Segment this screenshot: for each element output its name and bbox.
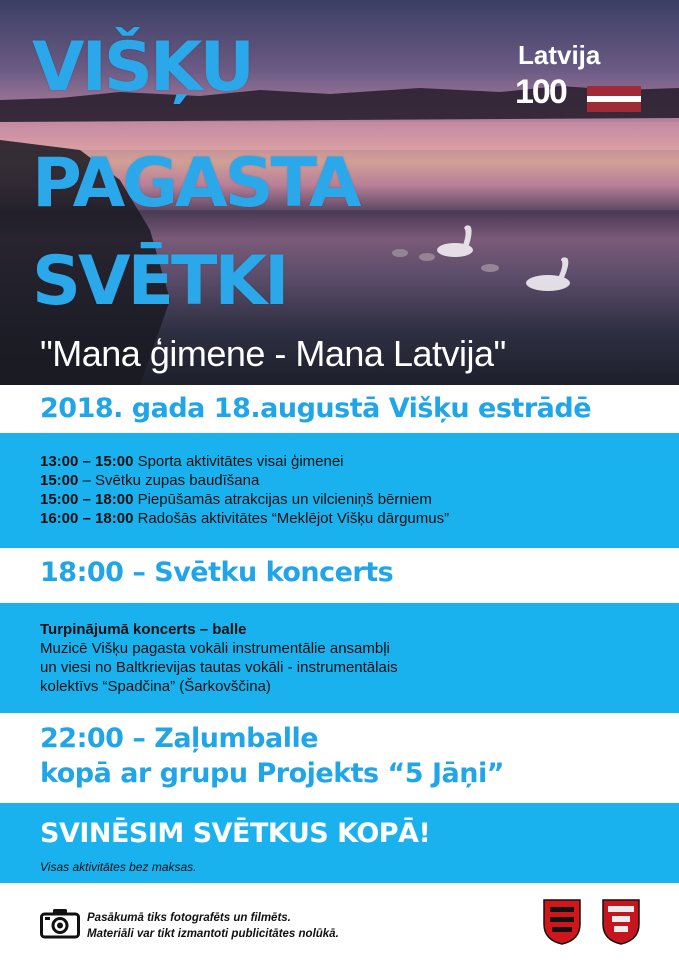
schedule-time: 13:00 – 15:00 xyxy=(40,453,134,470)
title-line-1: VIŠĶU xyxy=(32,28,252,107)
balle-section xyxy=(40,620,398,696)
schedule-item xyxy=(40,509,449,528)
schedule-time: 15:00 – 18:00 xyxy=(40,491,134,508)
schedule-item xyxy=(40,471,449,490)
schedule-time: 15:00 xyxy=(40,472,79,489)
balle-heading: Turpinājumā koncerts – balle xyxy=(40,621,247,638)
hero-photo xyxy=(0,0,679,385)
logo-word: Latvija xyxy=(518,40,601,70)
latvian-flag-icon xyxy=(587,86,641,112)
photo-notice-line: Pasākumā tiks fotografēts un filmēts. xyxy=(87,912,291,924)
schedule-activity: Radošās aktivitātes “Meklējot Višķu dārgumus” xyxy=(137,510,450,527)
zalumballe-band-name: kopā ar grupu Projekts “5 Jāņi” xyxy=(40,758,504,789)
event-date: 2018. gada 18.augustā Višķu estrādē xyxy=(40,393,592,424)
free-note: Visas aktivitātes bez maksas. xyxy=(40,860,197,874)
schedule-activity: Piepūšamās atrakcijas un vilcieniņš bērniem xyxy=(137,491,432,508)
schedule-activity: Sporta aktivitātes visai ģimenei xyxy=(137,453,344,470)
coat-of-arms-icon xyxy=(541,898,583,946)
zalumballe-heading: 22:00 – Zaļumballe xyxy=(40,723,319,754)
title-line-3: SVĒTKI xyxy=(32,242,287,321)
event-subtitle: "Mana ģimene - Mana Latvija" xyxy=(40,333,506,374)
schedule-item xyxy=(40,452,449,471)
coat-of-arms-icon xyxy=(600,898,642,946)
logo-number: 100 xyxy=(515,73,566,111)
balle-line: Muzicē Višķu pagasta vokāli instrumentālie ansambļi xyxy=(40,640,390,657)
schedule-item xyxy=(40,490,449,509)
concert-heading: 18:00 – Svētku koncerts xyxy=(40,557,394,588)
photo-notice-line: Materiāli var tikt izmantoti publicitātes nolūkā. xyxy=(87,928,339,940)
schedule-time: 16:00 – 18:00 xyxy=(40,510,134,527)
balle-line: kolektīvs “Spadčina” (Šarkovščina) xyxy=(40,678,271,695)
balle-line: un viesi no Baltkrievijas tautas vokāli - instrumentālais xyxy=(40,659,398,676)
title-line-2: PAGASTA xyxy=(32,144,359,223)
schedule-activity: – Svētku zupas baudīšana xyxy=(82,472,260,489)
closing-slogan: SVINĒSIM SVĒTKUS KOPĀ! xyxy=(40,818,431,849)
camera-icon xyxy=(40,907,80,939)
photo-notice xyxy=(87,910,339,942)
latvija-100-logo xyxy=(515,40,645,115)
schedule-list xyxy=(40,452,449,528)
